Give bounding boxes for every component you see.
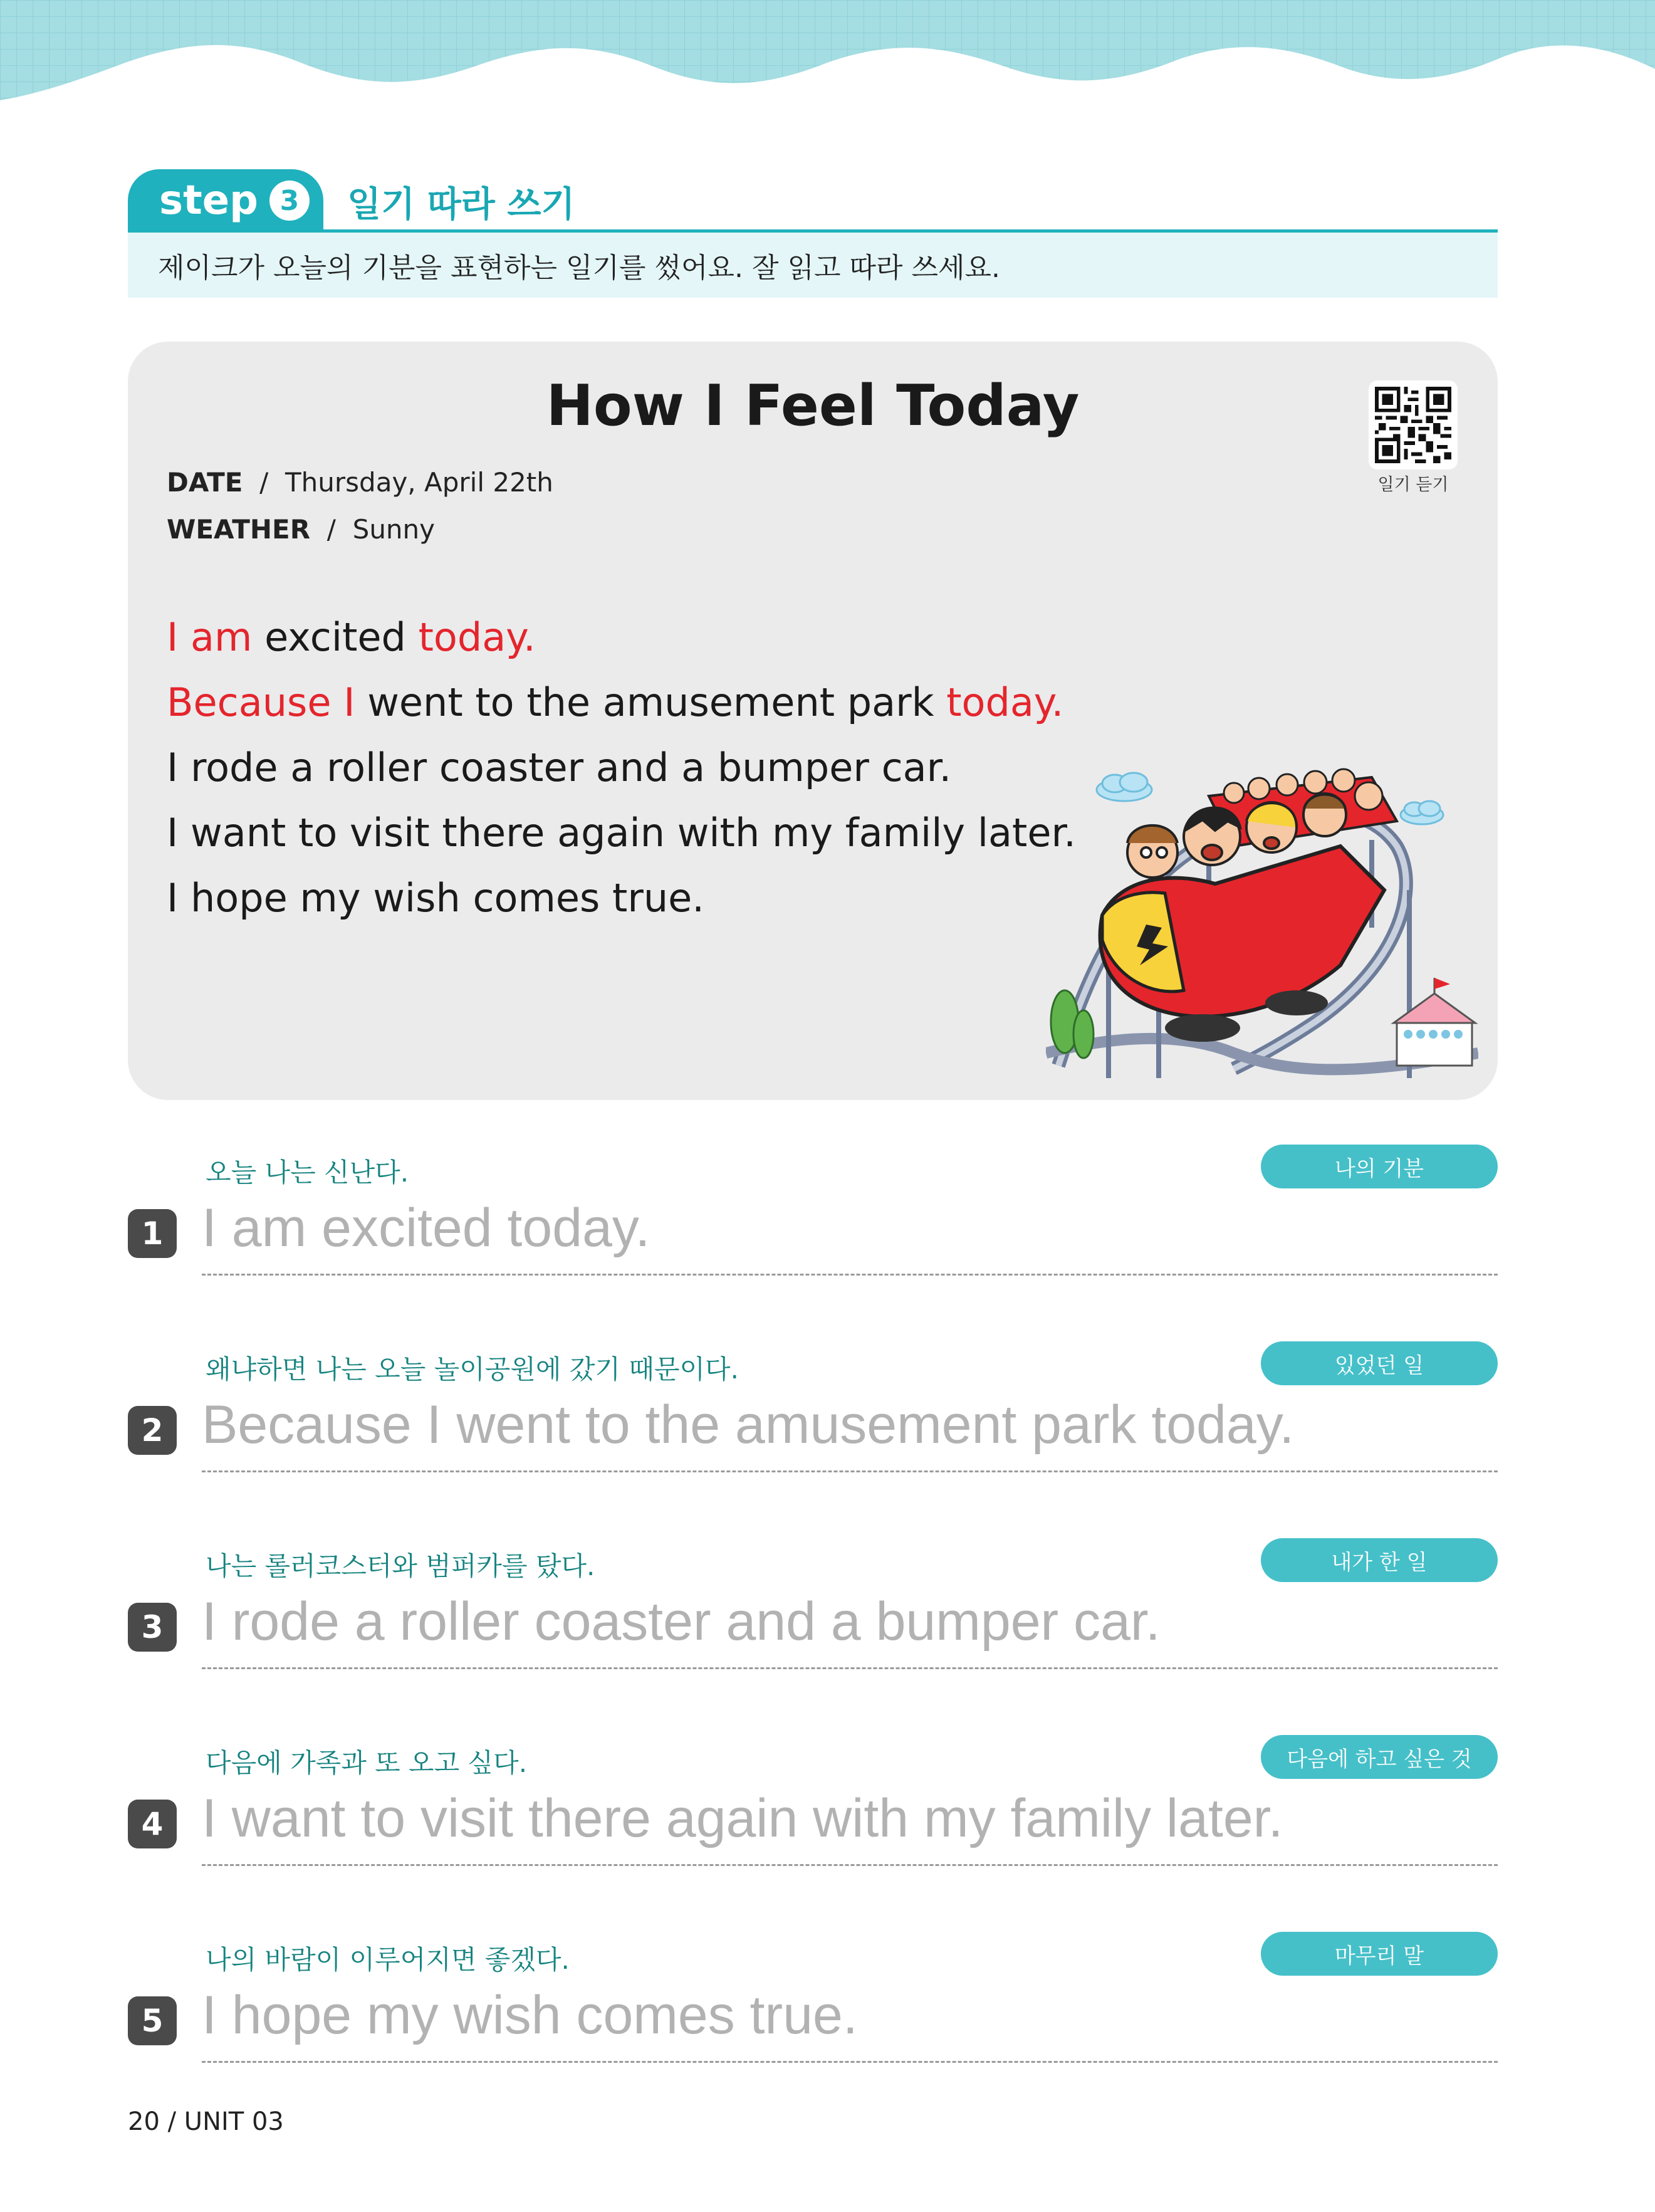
exercise-korean: 왜냐하면 나는 오늘 놀이공원에 갔기 때문이다.: [206, 1354, 739, 1385]
writing-line[interactable]: [202, 1667, 1498, 1669]
date-label: DATE: [167, 467, 243, 498]
writing-line[interactable]: [202, 1864, 1498, 1866]
diary-card: [128, 342, 1498, 1100]
wave-header-decoration: [0, 0, 1655, 110]
exercise-number: 1: [128, 1209, 177, 1258]
exercise-row-4: [128, 1725, 1498, 1863]
exercise-tag: 마무리 말: [1261, 1932, 1498, 1976]
writing-line[interactable]: [202, 1470, 1498, 1472]
exercise-tag: 내가 한 일: [1261, 1538, 1498, 1582]
exercise-korean: 나의 바람이 이루어지면 좋겠다.: [206, 1944, 570, 1975]
exercise-trace-text[interactable]: I rode a roller coaster and a bumper car.: [202, 1591, 1161, 1652]
writing-line[interactable]: [202, 1274, 1498, 1276]
exercise-row-3: [128, 1528, 1498, 1666]
diary-title: How I Feel Today: [546, 373, 1080, 439]
step-badge: [128, 169, 323, 232]
diary-line-1-middle: excited: [252, 614, 419, 660]
diary-date: [167, 467, 553, 498]
diary-line-2: [167, 670, 1076, 735]
diary-line-2-middle: went to the amusement park: [355, 679, 947, 725]
diary-weather: [167, 514, 435, 545]
instruction-text: 제이크가 오늘의 기분을 표현하는 일기를 썼어요. 잘 읽고 따라 쓰세요.: [158, 252, 1000, 284]
exercise-number: 2: [128, 1406, 177, 1455]
exercise-number: 4: [128, 1800, 177, 1848]
exercise-korean: 오늘 나는 신난다.: [206, 1157, 409, 1188]
page-footer: 20 / UNIT 03: [128, 2107, 284, 2136]
diary-line-3: I rode a roller coaster and a bumper car.: [167, 745, 952, 790]
diary-line-1: [167, 605, 1076, 670]
exercise-row-2: [128, 1331, 1498, 1469]
writing-line[interactable]: [202, 2061, 1498, 2063]
exercise-korean: 다음에 가족과 또 오고 싶다.: [206, 1748, 528, 1778]
step-title: 일기 따라 쓰기: [347, 184, 575, 225]
exercise-trace-text[interactable]: I want to visit there again with my family later.: [202, 1788, 1283, 1848]
diary-line-1-end: today.: [418, 614, 536, 660]
date-separator: /: [259, 467, 269, 498]
step-label: step: [159, 177, 258, 224]
diary-text: [167, 605, 1076, 931]
qr-label: 일기 듣기: [1377, 475, 1449, 495]
exercise-tag: 나의 기분: [1261, 1145, 1498, 1188]
exercise-tag: 있었던 일: [1261, 1341, 1498, 1385]
exercise-korean: 나는 롤러코스터와 범퍼카를 탔다.: [206, 1551, 595, 1581]
exercise-number: 3: [128, 1603, 177, 1652]
date-value: Thursday, April 22th: [285, 467, 553, 498]
tent-icon: [1394, 978, 1475, 1066]
weather-separator: /: [326, 514, 336, 545]
diary-line-4: I want to visit there again with my family later.: [167, 810, 1077, 856]
weather-value: Sunny: [352, 514, 436, 545]
qr-code-icon[interactable]: [1369, 380, 1458, 469]
exercise-trace-text[interactable]: I hope my wish comes true.: [202, 1985, 858, 2045]
exercise-row-1: [128, 1135, 1498, 1272]
diary-line-5: I hope my wish comes true.: [167, 875, 704, 921]
exercise-number: 5: [128, 1996, 177, 2045]
instruction-bar: [128, 233, 1498, 298]
exercise-trace-text[interactable]: Because I went to the amusement park today.: [202, 1395, 1295, 1455]
weather-label: WEATHER: [167, 514, 311, 545]
exercise-row-5: [128, 1922, 1498, 2060]
roller-coaster-illustration: [1046, 727, 1478, 1078]
diary-line-1-start: I am: [167, 614, 253, 660]
step-number-circle: 3: [269, 181, 310, 221]
diary-line-2-end: today.: [946, 679, 1064, 725]
exercise-tag: 다음에 하고 싶은 것: [1261, 1735, 1498, 1779]
diary-line-2-start: Because I: [167, 679, 355, 725]
exercise-trace-text[interactable]: I am excited today.: [202, 1198, 650, 1258]
